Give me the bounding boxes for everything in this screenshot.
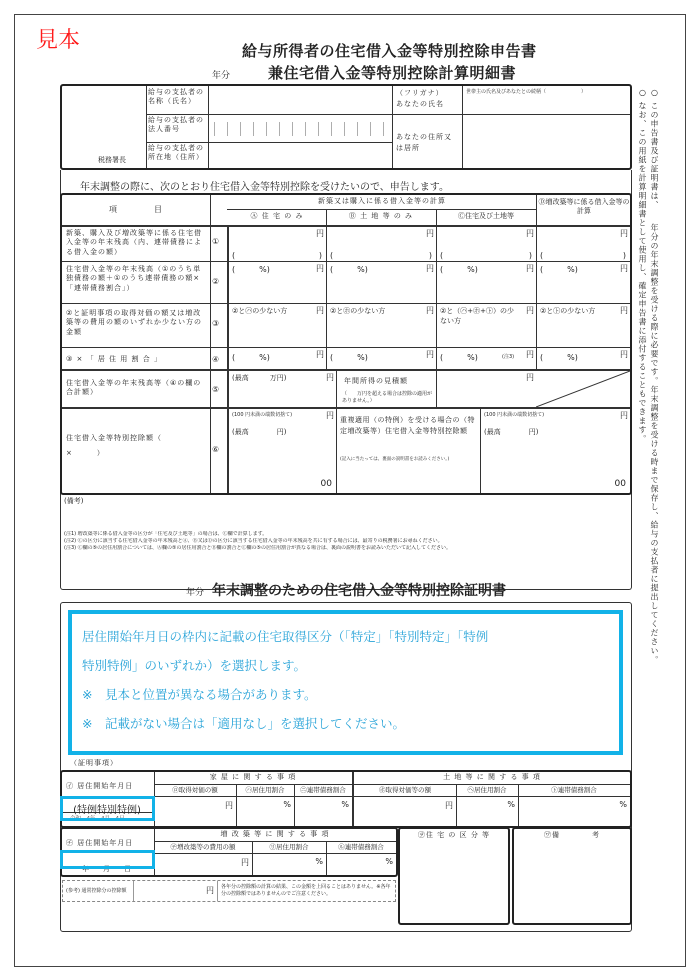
row2-label: 住宅借入金等の年末残高（①のうち単独債務の額＋①のうち連帯債務の額×「連帯債務割合」） <box>66 265 202 292</box>
tax-office-label: 税務署長 <box>98 156 126 164</box>
remarks-note-1: (注1) 増改築等に係る借入金等の区分が「住宅及び土地等」の場合は、Ⓒ欄で計算します。 <box>64 531 268 537</box>
payer-name-field[interactable] <box>210 88 390 112</box>
taxpayer-info-table <box>60 84 632 170</box>
col-c-header: Ⓒ住宅及び土地等 <box>458 212 514 220</box>
row5-label: 住宅借入金等の年末残高等（④の欄の合計額） <box>66 379 202 397</box>
callout-line-1: 居住開始年月日の枠内に記載の住宅取得区分（「特定」「特別特定」「特例 <box>82 629 489 644</box>
house-cost-header: ㋺取得対価の額 <box>172 786 218 794</box>
year-label: 年分 <box>212 71 231 81</box>
sample-watermark: 見本 <box>36 28 81 53</box>
row1-col-d-input[interactable]: 円 ( ) <box>540 229 628 260</box>
row1-col-a-input[interactable]: 円 ( ) <box>232 229 324 260</box>
remarks-note-2: (注2) Ⓒの区分に該当する住宅借入金等の年末残高とⒶ、Ⓑ又はⒹの区分に該当する住宅借入金等の年末残高を共に有する場合には、最寄りの税務署にお尋ねください。 <box>64 538 443 544</box>
payer-address-label: 給与の支払者の所在地（住所） <box>148 144 204 161</box>
col-item-header: 項 目 <box>109 205 163 214</box>
reno-residential-ratio-header: ㋷居住用割合 <box>269 843 309 851</box>
reno-cost-header: ㋠増改築等の費用の額 <box>170 843 236 851</box>
land-residential-ratio-field[interactable]: % <box>507 800 515 809</box>
certificate-remarks-box[interactable] <box>512 827 632 925</box>
callout-line-4: ※ 記載がない場合は「適用なし」を選択してください。 <box>82 716 405 731</box>
reno-housing-class-highlight[interactable] <box>60 850 155 869</box>
row1-label: 新築、購入及び増改築等に係る住宅借入金等の年末残高（内、連帯債務による借入金の額） <box>66 229 202 256</box>
form-title-line2: 兼住宅借入金等特別控除計算明細書 <box>268 64 517 82</box>
house-residential-ratio-field[interactable]: % <box>283 800 291 809</box>
your-name-label: あなたの氏名 <box>396 100 444 108</box>
row3-col-c-input[interactable]: ②と（㋩+㋭+㋣）の少ない方 円 <box>440 306 534 325</box>
col-b-header: Ⓑ 土 地 等 の み <box>348 212 414 220</box>
land-group-header: 土 地 等 に 関 す る 事 項 <box>443 773 541 781</box>
reno-start-date-label: ㋠ 居住開始年月日 <box>66 839 134 847</box>
col-group-header: 新築又は購入に係る借入金等の計算 <box>318 197 446 205</box>
reno-start-date-ymd: 年 月 日 <box>82 865 131 873</box>
row5-number: ⑤ <box>212 385 221 394</box>
row6-number: ⑥ <box>212 445 221 454</box>
reference-deduction-note: 各年分の控除額の計算の結果、この金額を上回ることはありません。※各年分の控除額ではありませんのでご注意ください。 <box>221 884 391 897</box>
reno-joint-debt-ratio-field[interactable]: % <box>385 857 393 866</box>
row2-col-a-input[interactable]: ( %) 円 <box>232 264 324 274</box>
householder-relation-note: 世帯主の氏名及びあなたとの続柄（ ） <box>466 89 587 95</box>
house-joint-debt-ratio-header: ㋥連帯債務割合 <box>300 786 346 794</box>
row2-col-c-input[interactable]: ( %) 円 <box>440 264 534 274</box>
housing-class-highlight[interactable] <box>60 796 155 821</box>
row4-col-d-input[interactable]: ( %) 円 <box>540 350 628 362</box>
your-address-label: あなたの住所又は居所 <box>396 133 452 153</box>
row1-col-c-input[interactable]: 円 ( ) <box>440 229 534 260</box>
row2-number: ② <box>212 277 221 286</box>
reference-deduction-field[interactable]: 円 <box>206 886 214 895</box>
payer-corp-number-label: 給与の支払者の法人番号 <box>148 116 204 133</box>
reno-joint-debt-ratio-header: ㋸連帯債務割合 <box>338 843 384 851</box>
payer-address-field[interactable] <box>210 144 390 168</box>
row6-deduction-input[interactable]: (100 円未満の端数切捨て) 円 (最高 円) 00 <box>232 411 334 489</box>
row3-col-a-input[interactable]: ②と㋩の少ない方 円 <box>232 306 324 315</box>
start-date-value: 令和 4年 4月 4日 <box>70 816 125 822</box>
house-class-box[interactable] <box>398 827 510 925</box>
duplicate-deduction-label: 重複適用（の特例）を受ける場合の（特定増改築等）住宅借入金等特別控除額 <box>340 416 475 436</box>
income-estimate-label: 年間所得の見積額 <box>344 377 408 385</box>
reference-deduction-label: (参考) 通常控除分の控除額 <box>66 888 127 894</box>
remarks-input[interactable] <box>64 508 628 524</box>
land-cost-field[interactable]: 円 <box>445 801 453 810</box>
row3-number: ③ <box>212 319 221 328</box>
house-group-header: 家 屋 に 関 す る 事 項 <box>209 773 297 781</box>
your-address-field[interactable] <box>466 116 628 166</box>
certificate-year-label: 年分 <box>186 588 205 598</box>
special-case-label: (特例特別特例) <box>73 805 141 816</box>
land-joint-debt-ratio-header: ㋣連帯債務割合 <box>551 786 597 794</box>
row1-number: ① <box>212 237 221 246</box>
row2-col-b-input[interactable]: ( %) 円 <box>330 264 434 274</box>
declaration-text: 年末調整の際に、次のとおり住宅借入金等特別控除を受けたいので、申告します。 <box>80 182 449 193</box>
row4-col-b-input[interactable]: ( %) 円 <box>330 350 434 362</box>
remarks-label: (備考) <box>64 497 84 505</box>
calc-table <box>60 193 632 495</box>
land-residential-ratio-header: ㋬居住用割合 <box>467 786 507 794</box>
certificate-title: 年末調整のための住宅借入金等特別控除証明書 <box>212 583 506 599</box>
side-note-1: ○ この申告書及び証明書は、 年分の年末調整を受ける際に必要です。年末調整を受ける時まで保存し、給与の支払者に提出してください。 <box>650 88 659 665</box>
col-a-header: Ⓐ 住 宅 の み <box>250 212 304 220</box>
row4-number: ④ <box>212 355 221 364</box>
duplicate-deduction-input[interactable]: (100 円未満の端数切捨て) 円 (最高 円) 00 <box>484 411 628 489</box>
col-d-header: Ⓓ増改築等に係る借入金等の計算 <box>538 198 630 216</box>
certificate-remarks-label: ㋻備 考 <box>544 831 600 839</box>
payer-corp-number-field[interactable] <box>210 116 390 140</box>
callout-line-2: 特別特例」のいずれか）を選択します。 <box>82 658 307 673</box>
row4-label: ③ × 「 居 住 用 割 合 」 <box>66 355 162 363</box>
house-joint-debt-ratio-field[interactable]: % <box>341 800 349 809</box>
not-applicable-diagonal <box>536 371 630 407</box>
row5-total-input[interactable]: (最高 万円) 円 <box>232 373 334 382</box>
reno-cost-field[interactable]: 円 <box>241 858 249 867</box>
certified-items-label: （証明事項） <box>70 759 118 767</box>
row3-col-b-input[interactable]: ②と㋭の少ない方 円 <box>330 306 434 315</box>
house-class-label: ㋾住 宅 の 区 分 等 <box>417 831 491 839</box>
reference-deduction-row <box>62 880 396 902</box>
row4-col-a-input[interactable]: ( %) 円 <box>232 350 324 362</box>
payer-name-label: 給与の支払者の名称（氏名） <box>148 88 204 105</box>
duplicate-deduction-note: (記入に当たっては、裏面の説明書をお読みください。) <box>340 457 450 462</box>
row4-col-c-input[interactable]: ( %) (注3) 円 <box>440 350 534 362</box>
house-residential-ratio-header: ㋩居住用割合 <box>245 786 285 794</box>
start-date-label: ㋑ 居住開始年月日 <box>66 782 134 790</box>
reno-residential-ratio-field[interactable]: % <box>315 857 323 866</box>
row3-col-d-input[interactable]: ②と㋣の少ない方 円 <box>540 306 628 315</box>
row1-col-b-input[interactable]: 円 ( ) <box>330 229 434 260</box>
instruction-callout <box>68 610 623 755</box>
callout-line-3: ※ 見本と位置が異なる場合があります。 <box>82 687 317 702</box>
furigana-label: （フリガナ） <box>396 89 444 97</box>
row2-col-d-input[interactable]: ( %) 円 <box>540 264 628 274</box>
renovation-group-header: 増 改 築 等 に 関 す る 事 項 <box>220 830 330 838</box>
land-cost-header: ㋭取得対価等の額 <box>379 786 431 794</box>
income-estimate-note: （ 万円を超える場合は控除の適用がありません。） <box>342 391 433 404</box>
row3-label: ②と証明事項の取得対価の額又は増改築等の費用の額のいずれか少ない方の金額 <box>66 309 202 336</box>
your-name-field[interactable] <box>466 96 628 112</box>
income-estimate-input[interactable]: 円 <box>526 373 534 382</box>
row6-label: 住宅借入金等特別控除額（ × ） <box>66 434 186 458</box>
land-joint-debt-ratio-field[interactable]: % <box>619 800 627 809</box>
remarks-note-3: (注3) Ⓒ欄の⑤の居住用割合については、Ⓐ欄の⑤の居住用割合とⒷ欄の割合とⒸ欄の⑤の居住用割合が異なる場合は、裏面の説明書をお読みいただいて記入してください。 <box>64 545 452 551</box>
house-cost-field[interactable]: 円 <box>225 801 233 810</box>
side-note-2: ○ なお、この用紙を計算明細書として使用し、確定申告書に添付することもできます。 <box>638 88 647 444</box>
form-title-line1: 給与所得者の住宅借入金等特別控除申告書 <box>242 42 537 60</box>
